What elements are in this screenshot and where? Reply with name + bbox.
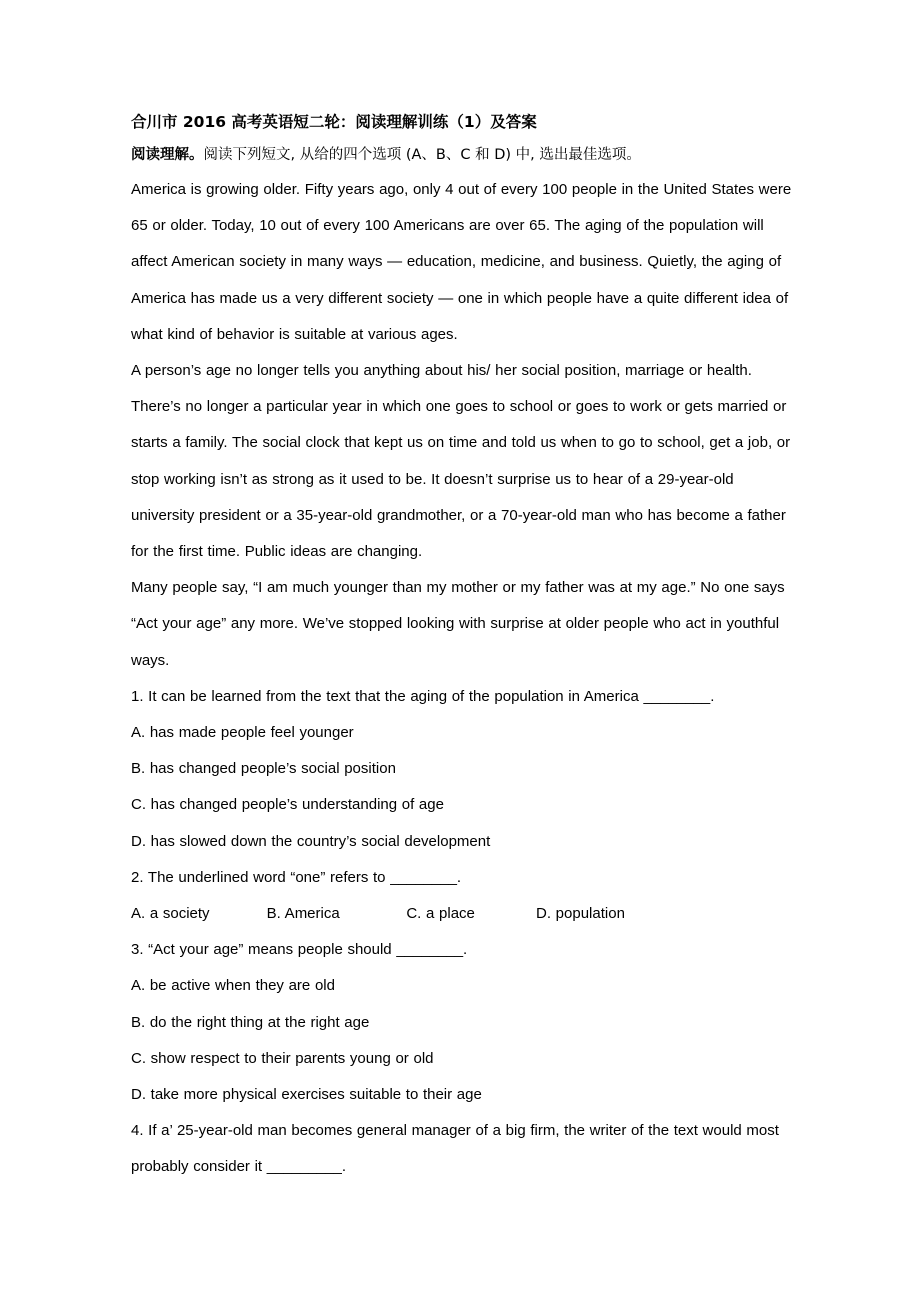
question-3-option-d: D. take more physical exercises suitable to their age — [131, 1086, 482, 1104]
reading-paragraph-2: A person’s age no longer tells you anything about his/ her social position, marriage or health. There’s no longer a particular year in which one goes to school or goes to work or gets married or starts a family. The social clock that kept us on time and told us when to go to school, get a job, or stop working isn’t as strong as it used to be. It doesn’t surprise us to hear of a 29-year-old university president or a 35-year-old grandmother, or a 70-year-old man who has become a father for the first time. Public ideas are changing. — [131, 362, 791, 561]
question-3-option-c: C. show respect to their parents young or old — [131, 1049, 434, 1067]
instruction-line — [131, 139, 792, 172]
question-1-option-c: C. has changed people’s understanding of age — [131, 796, 444, 814]
reading-paragraph-1: America is growing older. Fifty years ago, only 4 out of every 100 people in the United States were 65 or older. Today, 10 out of every 100 Americans are over 65. The aging of the population will affect American society in many ways — education, medicine, and business. Quietly, the aging of America has made us a very different society — one in which people have a quite different idea of what kind of behavior is suitable at various ages. — [131, 181, 792, 343]
question-2-option-a: A. a society — [131, 905, 210, 923]
question-3-option-a: A. be active when they are old — [131, 977, 335, 995]
reading-paragraph-3: Many people say, “I am much younger than my mother or my father was at my age.” No one says “Act your age” any more. We’ve stopped looking with surprise at older people who act in youthful ways. — [131, 579, 785, 669]
question-1-option-a: A. has made people feel younger — [131, 724, 354, 742]
question-2-option-d: D. population — [536, 905, 625, 923]
question-3-option-b: B. do the right thing at the right age — [131, 1013, 370, 1031]
question-2-stem: 2. The underlined word “one” refers to ________. — [131, 868, 462, 886]
document-title: 合川市 2016 高考英语短二轮：阅读理解训练（1）及答案 — [131, 113, 537, 131]
question-2-options-row — [131, 896, 792, 932]
question-4-stem: 4. If a’ 25-year-old man becomes general manager of a big firm, the writer of the text would most probably consider it _________. — [131, 1122, 779, 1176]
question-1-option-d: D. has slowed down the country’s social development — [131, 832, 491, 850]
question-2-option-c: C. a place — [406, 905, 475, 923]
question-3-stem: 3. “Act your age” means people should ________. — [131, 941, 468, 959]
instruction-text: 阅读下列短文, 从给的四个选项 (A、B、C 和 D) 中, 选出最佳选项。 — [203, 147, 641, 163]
question-1-option-b: B. has changed people’s social position — [131, 760, 396, 778]
instruction-label: 阅读理解。 — [131, 147, 204, 163]
question-2-option-b: B. America — [266, 905, 340, 923]
question-1-stem: 1. It can be learned from the text that the aging of the population in America ________. — [131, 687, 715, 705]
